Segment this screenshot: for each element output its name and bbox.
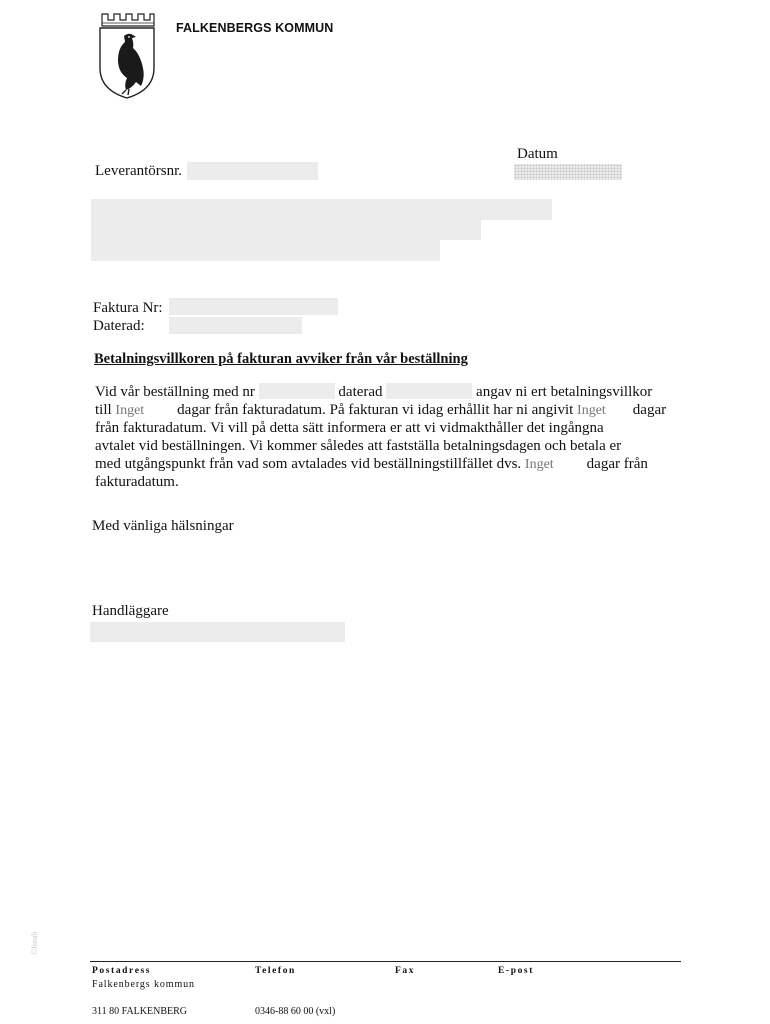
- letter-body: [95, 383, 690, 491]
- coat-of-arms: [96, 10, 158, 100]
- date-label: Datum: [517, 146, 558, 162]
- footer-rule: [90, 961, 681, 962]
- footer-postal-heading: Postadress: [92, 966, 152, 976]
- footer-phone-heading: Telefon: [255, 966, 296, 976]
- order-number-field[interactable]: [259, 383, 335, 399]
- body-line-3: från fakturadatum. Vi vill på detta sätt informera er att vi vidmakthåller det ingångna: [95, 420, 604, 436]
- footer-postal-line-1: Falkenbergs kommun: [92, 979, 195, 990]
- invoice-number-field[interactable]: [169, 298, 338, 315]
- agreed-days-field[interactable]: Inget: [115, 403, 145, 418]
- footer-phone-value: 0346-88 60 00 (vxl): [255, 1006, 336, 1017]
- falcon-coat-of-arms-icon: [96, 10, 158, 100]
- body-line-5-b: dagar från: [586, 456, 648, 472]
- body-line-1-b: daterad: [338, 384, 383, 400]
- body-line-2: [95, 401, 690, 419]
- supplier-number-label: Leverantörsnr.: [95, 163, 183, 179]
- letter-heading: Betalningsvillkoren på fakturan avviker från vår beställning: [94, 351, 468, 367]
- body-line-1-a: Vid vår beställning med nr: [95, 384, 255, 400]
- address-line-3[interactable]: [91, 240, 440, 261]
- footer-fax-heading: Fax: [395, 966, 416, 976]
- body-line-1-c: angav ni ert betalningsvillkor: [476, 384, 653, 400]
- side-watermark: ©Isnab: [30, 931, 39, 955]
- address-line-1[interactable]: [91, 199, 552, 220]
- handler-name-field[interactable]: [90, 622, 345, 642]
- invoice-dated-field[interactable]: [169, 317, 302, 334]
- body-line-2-a: till: [95, 402, 112, 418]
- footer-postal-line-2: 311 80 FALKENBERG: [92, 1006, 187, 1017]
- date-field[interactable]: [514, 164, 622, 180]
- confirmed-days-field[interactable]: Inget: [524, 457, 554, 472]
- invoice-days-field[interactable]: Inget: [577, 403, 606, 418]
- body-line-2-b: dagar från fakturadatum. På fakturan vi idag erhållit har ni angivit: [177, 402, 574, 418]
- body-line-5-a: med utgångspunkt från vad som avtalades vid beställningstillfället dvs.: [95, 456, 522, 472]
- address-line-2[interactable]: [91, 220, 481, 240]
- order-date-field[interactable]: [386, 383, 472, 399]
- body-line-1: [95, 383, 690, 401]
- body-line-2-c: dagar: [632, 402, 667, 418]
- closing-greeting: Med vänliga hälsningar: [92, 518, 234, 534]
- organization-name: FALKENBERGS KOMMUN: [176, 21, 334, 35]
- handler-label: Handläggare: [92, 603, 169, 619]
- invoice-dated-label: Daterad:: [93, 318, 145, 334]
- footer-email-heading: E-post: [498, 966, 534, 976]
- supplier-number-field[interactable]: [187, 162, 318, 180]
- invoice-number-label: Faktura Nr:: [93, 300, 163, 316]
- body-line-5: [95, 455, 690, 473]
- body-line-4: avtalet vid beställningen. Vi kommer således att fastställa betalningsdagen och betala er: [95, 438, 622, 454]
- body-line-6: fakturadatum.: [95, 474, 179, 490]
